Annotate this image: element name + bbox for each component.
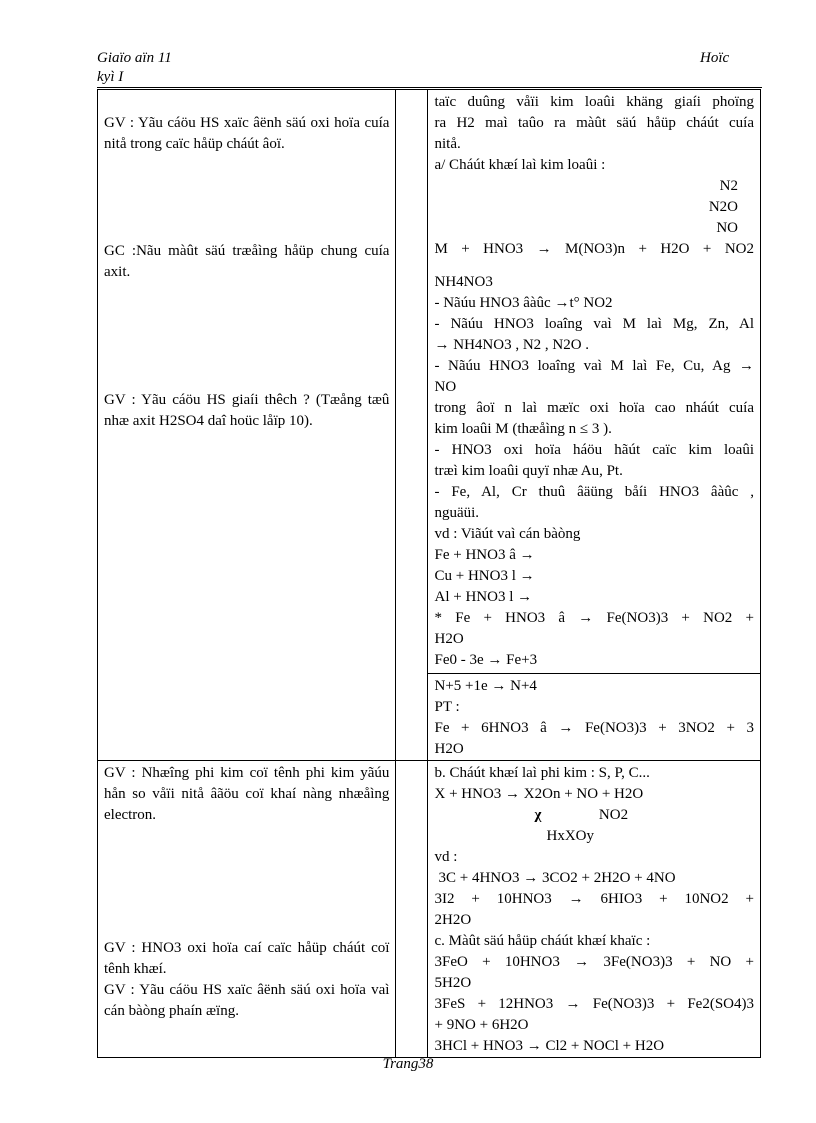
content-line: nguäüi. <box>434 505 480 521</box>
content-line: trong âoï n laì mæïc oxi hoïa cao nháút cuía <box>434 400 754 416</box>
content-line: træì kim loaûi quyï nhæ Au, Pt. <box>434 463 623 479</box>
equation: Al + HNO3 l → <box>434 589 533 605</box>
content-column-cell <box>428 90 761 761</box>
content-line: NO <box>434 379 457 395</box>
header-semester: kyì I <box>97 69 124 85</box>
content-line: - Fe, Al, Cr thuû âäüng båíi HNO3 âàûc , <box>434 484 754 500</box>
product-formula: HxXOy <box>546 828 594 844</box>
chi-symbol: χ <box>534 807 542 823</box>
equation: N+5 +1e → N+4 <box>434 678 537 694</box>
content-line: PT : <box>434 699 460 715</box>
teacher-column-cell <box>98 90 396 761</box>
product-formula: NO2 <box>598 807 629 823</box>
equation: M + HNO3 → M(NO3)n + H2O + NO2 <box>434 241 754 257</box>
content-line: - Nãúu HNO3 loaîng vaì M laì Mg, Zn, Al <box>434 316 754 332</box>
equation: H2O <box>434 631 464 647</box>
content-line: → NH4NO3 , N2 , N2O . <box>434 337 590 353</box>
product-formula: N2O <box>708 199 738 215</box>
equation: 3FeO + 10HNO3 → 3Fe(NO3)3 + NO + <box>434 954 754 970</box>
equation: 2H2O <box>434 912 472 928</box>
content-line: ra H2 maì taûo ra màût säú håüp cháút cuía <box>434 115 754 131</box>
content-line: - Nãúu HNO3 âàûc →t° NO2 <box>434 295 613 311</box>
equation: * Fe + HNO3 â → Fe(NO3)3 + NO2 + <box>434 610 754 626</box>
equation: 3HCl + HNO3 → Cl2 + NOCl + H2O <box>434 1038 665 1054</box>
product-formula: NH4NO3 <box>434 274 493 290</box>
equation: 3I2 + 10HNO3 → 6HIO3 + 10NO2 + <box>434 891 754 907</box>
equation: Fe + 6HNO3 â → Fe(NO3)3 + 3NO2 + 3 <box>434 720 754 736</box>
equation: 3FeS + 12HNO3 → Fe(NO3)3 + Fe2(SO4)3 <box>434 996 754 1012</box>
teacher-note: GV : HNO3 oxi hoïa caí caïc håüp cháút coï tênh khæí. <box>104 940 390 977</box>
equation: 3C + 4HNO3 → 3CO2 + 2H2O + 4NO <box>438 870 676 886</box>
equation: Cu + HNO3 l → <box>434 568 535 584</box>
product-formula: N2 <box>719 178 738 194</box>
teacher-note: GV : Yãu cáöu HS xaïc âënh säú oxi hoïa vaì cán bàòng phaín æïng. <box>104 982 390 1019</box>
product-line <box>434 805 754 826</box>
content-line: taïc duûng våïi kim loaûi khäng giaíi phoïng <box>434 94 754 110</box>
page-number: Trang38 <box>382 1056 434 1072</box>
balance-box <box>428 673 760 760</box>
equation: Fe + HNO3 â → <box>434 547 535 563</box>
teacher-column-cell <box>98 761 396 1058</box>
lesson-table <box>97 89 761 1058</box>
header-subject: Hoïc <box>700 50 730 66</box>
equation: H2O <box>434 741 464 757</box>
header-rule <box>97 87 762 88</box>
product-formula: NO <box>716 220 738 236</box>
content-line: kim loaûi M (thæåìng n ≤ 3 ). <box>434 421 612 437</box>
equation: 5H2O <box>434 975 472 991</box>
teacher-note: GV : Nhæîng phi kim coï tênh phi kim yãúu hån so våïi nitå âãöu coï khaí nàng nhæåìng electron. <box>104 765 390 823</box>
empty-column-cell <box>396 761 428 1058</box>
content-line: - Nãúu HNO3 loaîng vaì M laì Fe, Cu, Ag → <box>434 358 754 374</box>
table-row <box>98 90 761 761</box>
content-line: - HNO3 oxi hoïa háöu hãút caïc kim loaûi <box>434 442 754 458</box>
teacher-note: GV : Yãu cáöu HS xaïc âënh säú oxi hoïa cuía nitå trong caïc håüp cháút âoï. <box>104 115 390 152</box>
content-heading: c. Màût säú håüp cháút khæí khaïc : <box>434 933 651 949</box>
header-title: Giaïo aïn 11 <box>97 50 172 66</box>
table-row <box>98 761 761 1058</box>
content-heading: vd : <box>434 849 458 865</box>
content-column-cell <box>428 761 761 1058</box>
equation: Fe0 - 3e → Fe+3 <box>434 652 538 668</box>
content-heading: vd : Viãút vaì cán bàòng <box>434 526 581 542</box>
content-heading: a/ Cháút khæí laì kim loaûi : <box>434 157 606 173</box>
equation: + 9NO + 6H2O <box>434 1017 529 1033</box>
teacher-note: GC :Nãu màût säú træåìng håüp chung cuía axit. <box>104 243 390 280</box>
content-line: nitå. <box>434 136 461 152</box>
content-heading: b. Cháút khæí laì phi kim : S, P, C... <box>434 765 650 781</box>
empty-column-cell <box>396 90 428 761</box>
equation: X + HNO3 → X2On + NO + H2O <box>434 786 644 802</box>
teacher-note: GV : Yãu cáöu HS giaíi thêch ? (Tæång tæû nhæ axit H2SO4 daî hoüc låïp 10). <box>104 392 390 429</box>
